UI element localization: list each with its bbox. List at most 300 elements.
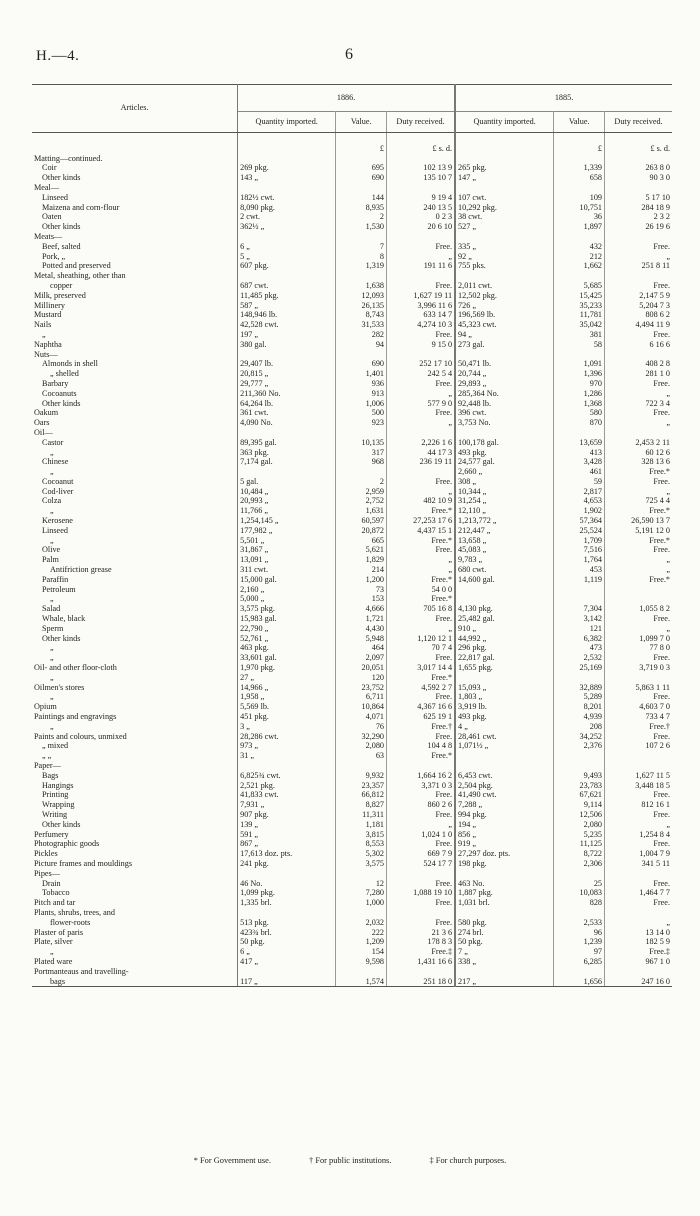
value-1885-cell: 1,709: [554, 535, 605, 545]
duty-1885-cell: Free.*: [649, 535, 670, 545]
qty-1886-cell: 1,254,145 „: [238, 515, 336, 525]
qty-1886-cell: [238, 349, 336, 359]
qty-1886-cell: 311 cwt.: [238, 564, 336, 574]
value-1886-cell: 317: [336, 447, 387, 457]
duty-1886-cell: Free.†: [387, 721, 456, 731]
article-cell: Hangings: [32, 780, 238, 790]
value-1886-cell: [336, 271, 387, 281]
duty-1886-cell: 482 10 9: [387, 496, 456, 506]
duty-1886-cell: [387, 868, 456, 878]
qty-1885-cell: 15,093 „: [455, 682, 554, 692]
value-1886-cell: 923: [336, 418, 387, 428]
value-1886-cell: 4,430: [336, 623, 387, 633]
table-row: [32, 613, 672, 623]
qty-1886-cell: 7,174 gal.: [238, 457, 336, 467]
qty-1885-cell: 1,031 brl.: [455, 898, 554, 908]
table-row: [32, 653, 672, 663]
duty-1886-cell: „: [387, 623, 456, 633]
value-1886-cell: 6,711: [336, 692, 387, 702]
qty-1886-cell: 361 cwt.: [238, 408, 336, 418]
duty-1886-cell: 252 17 10: [387, 359, 456, 369]
table-row: [32, 418, 672, 428]
qty-1886-cell: 177,982 „: [238, 525, 336, 535]
qty-1885-cell: 9,783 „: [455, 555, 554, 565]
qty-1885-cell: 28,461 cwt.: [455, 731, 554, 741]
article-cell: „: [32, 947, 238, 957]
article-cell: Paintings and engravings: [32, 711, 238, 721]
duty-1886-cell: Free.: [387, 241, 456, 251]
qty-1885-cell: 1,803 „: [455, 692, 554, 702]
value-1885-cell: 11,781: [554, 310, 605, 320]
qty-1885-cell: [455, 966, 554, 976]
value-1886-cell: 20,051: [336, 662, 387, 672]
qty-1885-cell: 194 „: [455, 819, 554, 829]
value-1885-cell: [554, 271, 605, 281]
year-1886-header: 1886.: [238, 85, 455, 112]
value-1886-cell: [336, 907, 387, 917]
value-1885-cell: [554, 907, 605, 917]
duty-1886-cell: 2,226 1 6: [387, 437, 456, 447]
article-cell: Salad: [32, 604, 238, 614]
qty-1886-cell: 269 pkg.: [238, 163, 336, 173]
table-row: [32, 280, 672, 290]
footnote-church: ‡ For church purposes.: [429, 1156, 507, 1165]
table-row: [32, 525, 672, 535]
value-1885-cell: 1,764: [554, 555, 605, 565]
duty-1885-cell: 733 4 7: [645, 712, 670, 722]
qty-1886-cell: [238, 427, 336, 437]
qty-1885-cell: 31,254 „: [455, 496, 554, 506]
qty-1886-cell: 363 pkg.: [238, 447, 336, 457]
unit-duty-1886: £ s. d.: [387, 133, 456, 154]
qty-1886-cell: 50 pkg.: [238, 937, 336, 947]
table-row: [32, 408, 672, 418]
value-1886-cell: 968: [336, 457, 387, 467]
value-1886-cell: 2: [336, 212, 387, 222]
duty-1885-cell: 5,863 1 11: [635, 682, 670, 692]
duty-1886-cell: Free.: [387, 839, 456, 849]
article-cell: Maizena and corn-flour: [32, 202, 238, 212]
table-row: [32, 320, 672, 330]
qty-1886-cell: [238, 868, 336, 878]
value-1886-cell: 2,097: [336, 653, 387, 663]
qty-1886-cell: 11,766 „: [238, 506, 336, 516]
qty-1886-cell: 5,000 „: [238, 594, 336, 604]
value-header-1885: Value.: [554, 112, 605, 133]
duty-1886-cell: 4,592 2 7: [387, 682, 456, 692]
value-1885-cell: [554, 349, 605, 359]
duty-1885-cell: 1,055 8 2: [639, 604, 670, 614]
value-1886-cell: 23,752: [336, 682, 387, 692]
duty-1886-cell: „: [387, 251, 456, 261]
duty-1886-cell: 1,664 16 2: [387, 770, 456, 780]
qty-1886-cell: 973 „: [238, 741, 336, 751]
duty-1885-cell: Free.: [653, 839, 670, 849]
qty-1885-cell: 92 „: [455, 251, 554, 261]
article-cell: Plaster of paris: [32, 927, 238, 937]
qty-1885-cell: 2,660 „: [455, 467, 554, 477]
article-cell: „: [32, 467, 238, 477]
table-row: [32, 290, 672, 300]
qty-1886-cell: [238, 271, 336, 281]
qty-1886-cell: 362½ „: [238, 222, 336, 232]
duty-1885-cell: Free.: [653, 878, 670, 888]
qty-1886-cell: 89,395 gal.: [238, 437, 336, 447]
article-cell: Cocoanuts: [32, 388, 238, 398]
value-1885-cell: 658: [554, 173, 605, 183]
duty-1886-cell: [387, 760, 456, 770]
duty-1886-cell: 669 7 9: [387, 849, 456, 859]
duty-1886-cell: 178 8 3: [387, 937, 456, 947]
table-row: [32, 339, 672, 349]
article-cell: Plate, silver: [32, 937, 238, 947]
table-row: [32, 241, 672, 251]
qty-1886-cell: 8,090 pkg.: [238, 202, 336, 212]
qty-1885-cell: 493 pkg.: [455, 711, 554, 721]
article-cell: Linseed: [32, 192, 238, 202]
qty-1885-cell: 12,502 pkg.: [455, 290, 554, 300]
table-row: [32, 692, 672, 702]
duty-1885-cell: 1,004 7 9: [639, 849, 670, 859]
article-cell: Sperm: [32, 623, 238, 633]
duty-1886-cell: 44 17 3: [387, 447, 456, 457]
duty-1885-cell: 328 13 6: [641, 457, 670, 467]
duty-1886-cell: 9 15 0: [387, 339, 456, 349]
table-body: [32, 133, 672, 987]
qty-1885-cell: 680 cwt.: [455, 564, 554, 574]
duty-1886-cell: 135 10 7: [387, 173, 456, 183]
value-1886-cell: 7,280: [336, 888, 387, 898]
article-cell: Pipes—: [32, 868, 238, 878]
value-1886-cell: 4,071: [336, 711, 387, 721]
value-1885-cell: 7,516: [554, 545, 605, 555]
duty-1886-cell: 3,017 14 4: [387, 662, 456, 672]
value-1885-cell: 5,289: [554, 692, 605, 702]
duty-1886-cell: [387, 467, 456, 477]
table-row: [32, 927, 672, 937]
qty-1886-cell: 587 „: [238, 300, 336, 310]
qty-1885-cell: 580 pkg.: [455, 917, 554, 927]
article-cell: Chinese: [32, 457, 238, 467]
value-1886-cell: 1,530: [336, 222, 387, 232]
duty-1885-cell: [605, 751, 672, 761]
value-1885-cell: 58: [554, 339, 605, 349]
qty-1885-cell: 22,817 gal.: [455, 653, 554, 663]
qty-1886-cell: 5 gal.: [238, 476, 336, 486]
value-1885-cell: 96: [554, 927, 605, 937]
article-cell: Meal—: [32, 182, 238, 192]
table-row: [32, 271, 672, 281]
duty-1885-cell: [605, 153, 672, 163]
article-cell: Writing: [32, 809, 238, 819]
value-1886-cell: [336, 966, 387, 976]
qty-1885-cell: 3,753 No.: [455, 418, 554, 428]
value-1885-cell: 32,889: [554, 682, 605, 692]
value-1885-cell: 6,285: [554, 956, 605, 966]
qty-1886-cell: 143 „: [238, 173, 336, 183]
duty-1886-cell: „: [387, 555, 456, 565]
qty-1886-cell: 10,484 „: [238, 486, 336, 496]
value-1885-cell: 2,532: [554, 653, 605, 663]
duty-1886-cell: 102 13 9: [387, 163, 456, 173]
table-row: [32, 751, 672, 761]
table-row: [32, 819, 672, 829]
qty-1886-cell: 2 cwt.: [238, 212, 336, 222]
article-cell: Metal, sheathing, other than: [32, 271, 238, 281]
value-1885-cell: 8,201: [554, 702, 605, 712]
table-row: [32, 261, 672, 271]
table-row: [32, 731, 672, 741]
value-1886-cell: [336, 467, 387, 477]
duty-1886-cell: Free.*: [387, 672, 456, 682]
duty-1885-cell: 263 8 0: [645, 163, 670, 173]
qty-1886-cell: 20,993 „: [238, 496, 336, 506]
table-row: [32, 633, 672, 643]
qty-1885-cell: [455, 907, 554, 917]
duty-1885-cell: [605, 349, 672, 359]
table-row: [32, 868, 672, 878]
value-1886-cell: 8,827: [336, 800, 387, 810]
table-row: [32, 702, 672, 712]
duty-1886-cell: 3,371 0 3: [387, 780, 456, 790]
table-row: [32, 182, 672, 192]
table-row: [32, 564, 672, 574]
table-row: [32, 584, 672, 594]
value-1886-cell: 20,872: [336, 525, 387, 535]
qty-1886-cell: 5 „: [238, 251, 336, 261]
duty-1885-cell: 812 16 1: [641, 800, 670, 810]
qty-1886-cell: 6,825¾ cwt.: [238, 770, 336, 780]
duty-1885-cell: [605, 966, 672, 976]
imports-table: [32, 84, 672, 987]
value-1886-cell: 695: [336, 163, 387, 173]
value-1886-cell: 8,553: [336, 839, 387, 849]
qty-1886-cell: 1,335 brl.: [238, 898, 336, 908]
table-row: [32, 447, 672, 457]
article-cell: Pickles: [32, 849, 238, 859]
duty-1886-cell: 1,431 16 6: [387, 956, 456, 966]
article-cell: flower-roots: [32, 917, 238, 927]
qty-1885-cell: 212,447 „: [455, 525, 554, 535]
value-1886-cell: 1,574: [336, 976, 387, 986]
article-cell: copper: [32, 280, 238, 290]
duty-1885-cell: 107 2 6: [645, 741, 670, 751]
article-cell: Pitch and tar: [32, 898, 238, 908]
value-1885-cell: 35,233: [554, 300, 605, 310]
value-1885-cell: 97: [554, 947, 605, 957]
table-row: [32, 153, 672, 163]
qty-1885-cell: 273 gal.: [455, 339, 554, 349]
qty-header-1886: Quantity imported.: [238, 112, 336, 133]
article-cell: Kerosene: [32, 515, 238, 525]
duty-1885-cell: 13 14 0: [645, 927, 670, 937]
unit-value-1885: £: [554, 133, 605, 154]
qty-1886-cell: 42,528 cwt.: [238, 320, 336, 330]
qty-1885-cell: 20,744 „: [455, 369, 554, 379]
value-1886-cell: 76: [336, 721, 387, 731]
qty-1885-cell: 44,992 „: [455, 633, 554, 643]
value-1886-cell: 5,621: [336, 545, 387, 555]
qty-1885-cell: 24,577 gal.: [455, 457, 554, 467]
article-cell: Palm: [32, 555, 238, 565]
value-1885-cell: 109: [554, 192, 605, 202]
value-1886-cell: 10,135: [336, 437, 387, 447]
value-1886-cell: 63: [336, 751, 387, 761]
article-cell: Other kinds: [32, 398, 238, 408]
qty-1885-cell: [455, 751, 554, 761]
footnotes: [0, 1156, 700, 1165]
article-cell: „: [32, 672, 238, 682]
duty-1885-cell: 4,494 11 9: [635, 320, 670, 330]
value-1885-cell: 1,239: [554, 937, 605, 947]
table-row: [32, 643, 672, 653]
table-row: [32, 310, 672, 320]
qty-1885-cell: 7 „: [455, 947, 554, 957]
article-cell: „ shelled: [32, 369, 238, 379]
article-cell: Cod-liver: [32, 486, 238, 496]
qty-1885-cell: 50,471 lb.: [455, 359, 554, 369]
qty-1886-cell: 607 pkg.: [238, 261, 336, 271]
value-1886-cell: 3,815: [336, 829, 387, 839]
duty-1885-cell: Free.: [653, 329, 670, 339]
value-1885-cell: 5,685: [554, 280, 605, 290]
duty-1885-cell: „: [666, 819, 670, 829]
value-1886-cell: 144: [336, 192, 387, 202]
table-row: [32, 378, 672, 388]
qty-1886-cell: 687 cwt.: [238, 280, 336, 290]
qty-1885-cell: 994 pkg.: [455, 809, 554, 819]
article-cell: Opium: [32, 702, 238, 712]
duty-1885-cell: 26,590 13 7: [631, 516, 670, 526]
table-row: [32, 800, 672, 810]
article-cell: Oaten: [32, 212, 238, 222]
article-cell: Olive: [32, 545, 238, 555]
duty-1885-cell: 725 4 4: [645, 496, 670, 506]
article-cell: bags: [32, 976, 238, 986]
table-row: [32, 231, 672, 241]
duty-1886-cell: 70 7 4: [387, 643, 456, 653]
article-cell: Petroleum: [32, 584, 238, 594]
duty-1886-cell: 4,274 10 3: [387, 320, 456, 330]
value-1886-cell: 5,302: [336, 849, 387, 859]
table-row: [32, 300, 672, 310]
value-1886-cell: 222: [336, 927, 387, 937]
value-1885-cell: 5,235: [554, 829, 605, 839]
qty-1885-cell: 107 cwt.: [455, 192, 554, 202]
duty-1886-cell: 9 19 4: [387, 192, 456, 202]
qty-1885-cell: 147 „: [455, 173, 554, 183]
qty-1886-cell: 33,601 gal.: [238, 653, 336, 663]
duty-1886-cell: 242 5 4: [387, 369, 456, 379]
article-cell: Colza: [32, 496, 238, 506]
duty-1886-cell: Free.: [387, 731, 456, 741]
duty-1886-cell: Free.*: [387, 751, 456, 761]
qty-1885-cell: 25,482 gal.: [455, 613, 554, 623]
value-1885-cell: 432: [554, 241, 605, 251]
duty-1886-cell: Free.: [387, 790, 456, 800]
qty-1885-cell: 6,453 cwt.: [455, 770, 554, 780]
value-1885-cell: 13,659: [554, 437, 605, 447]
qty-1886-cell: 867 „: [238, 839, 336, 849]
value-1885-cell: 1,897: [554, 222, 605, 232]
qty-1886-cell: 15,983 gal.: [238, 613, 336, 623]
value-1886-cell: 154: [336, 947, 387, 957]
value-1886-cell: 31,533: [336, 320, 387, 330]
article-cell: Castor: [32, 437, 238, 447]
value-1886-cell: [336, 153, 387, 163]
duty-1885-cell: Free.: [653, 476, 670, 486]
qty-1885-cell: 41,490 cwt.: [455, 790, 554, 800]
value-1885-cell: 10,751: [554, 202, 605, 212]
qty-1886-cell: [238, 182, 336, 192]
table-row: [32, 878, 672, 888]
qty-1885-cell: 3,919 lb.: [455, 702, 554, 712]
qty-1885-cell: [455, 349, 554, 359]
value-1885-cell: [554, 751, 605, 761]
value-1886-cell: [336, 182, 387, 192]
value-1886-cell: 2,752: [336, 496, 387, 506]
table-row: [32, 515, 672, 525]
qty-1885-cell: 1,213,772 „: [455, 515, 554, 525]
duty-1886-cell: 4,437 15 1: [387, 525, 456, 535]
article-cell: Bags: [32, 770, 238, 780]
qty-1886-cell: 5,501 „: [238, 535, 336, 545]
value-1885-cell: 870: [554, 418, 605, 428]
article-cell: Naphtha: [32, 339, 238, 349]
qty-1886-cell: 20,815 „: [238, 369, 336, 379]
table-row: [32, 555, 672, 565]
duty-1886-cell: 625 19 1: [387, 711, 456, 721]
duty-1886-cell: [387, 271, 456, 281]
qty-1885-cell: 94 „: [455, 329, 554, 339]
unit-duty-1885: £ s. d.: [650, 143, 670, 153]
value-1886-cell: 913: [336, 388, 387, 398]
value-1886-cell: 10,864: [336, 702, 387, 712]
value-1885-cell: [554, 868, 605, 878]
value-1886-cell: 12: [336, 878, 387, 888]
duty-1886-cell: Free.*: [387, 506, 456, 516]
qty-1885-cell: [455, 594, 554, 604]
article-cell: Matting—continued.: [32, 153, 238, 163]
qty-1885-cell: 493 pkg.: [455, 447, 554, 457]
article-cell: Coir: [32, 163, 238, 173]
table-row: [32, 770, 672, 780]
qty-1885-cell: 2,011 cwt.: [455, 280, 554, 290]
qty-1886-cell: 211,360 No.: [238, 388, 336, 398]
duty-1886-cell: 705 16 8: [387, 604, 456, 614]
table-row: [32, 898, 672, 908]
qty-1885-cell: 335 „: [455, 241, 554, 251]
table-row: [32, 839, 672, 849]
value-1885-cell: 1,902: [554, 506, 605, 516]
duty-1886-cell: Free.: [387, 613, 456, 623]
value-1886-cell: 282: [336, 329, 387, 339]
value-1885-cell: 1,286: [554, 388, 605, 398]
qty-1886-cell: [238, 760, 336, 770]
qty-1885-cell: 14,600 gal.: [455, 574, 554, 584]
qty-1885-cell: 285,364 No.: [455, 388, 554, 398]
value-1885-cell: 1,091: [554, 359, 605, 369]
duty-1885-cell: 90 3 0: [649, 173, 670, 183]
duty-1886-cell: 54 0 0: [387, 584, 456, 594]
table-row: [32, 907, 672, 917]
value-1885-cell: 461: [554, 467, 605, 477]
qty-header-1885: Quantity imported.: [455, 112, 554, 133]
duty-1885-cell: Free.†: [649, 721, 670, 731]
qty-1886-cell: 6 „: [238, 241, 336, 251]
value-1886-cell: 2: [336, 476, 387, 486]
qty-1885-cell: [455, 427, 554, 437]
